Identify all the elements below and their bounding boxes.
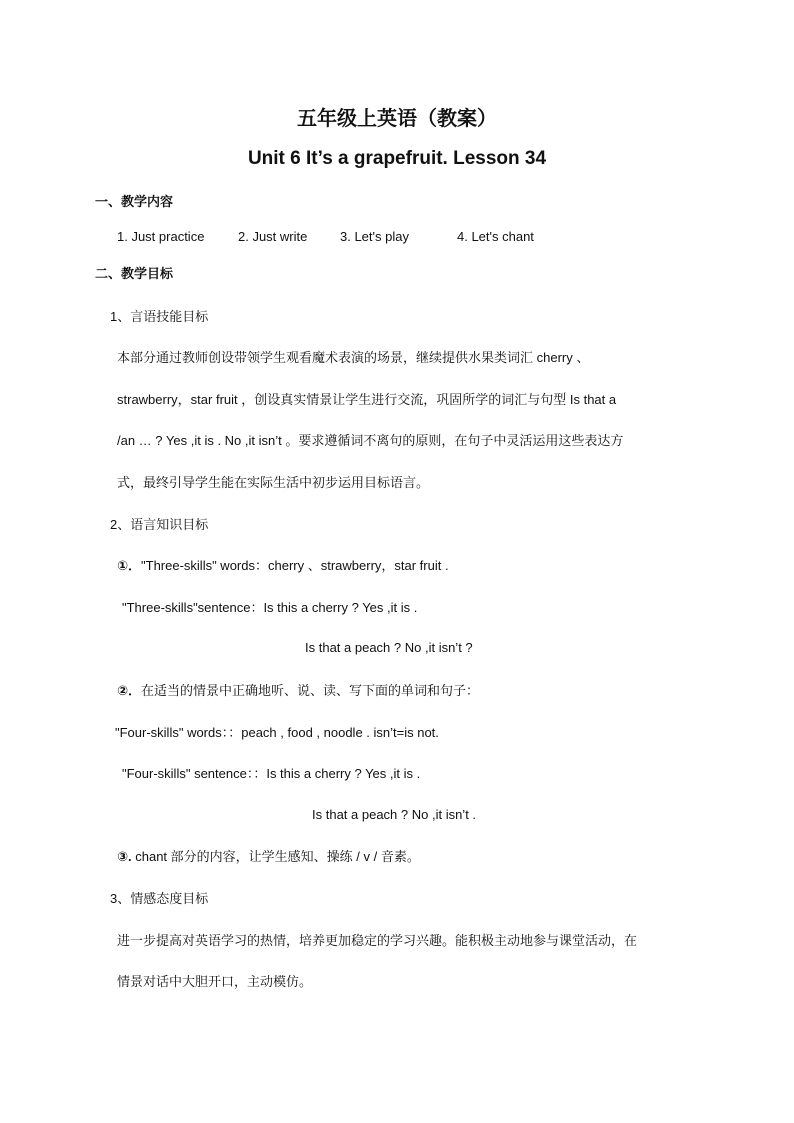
knowledge-point-3 <box>117 849 420 865</box>
content-item-2: 2. Just write <box>238 229 308 244</box>
sentence-line: Is that a peach ? No ,it isn’t ? <box>305 640 473 655</box>
document-subtitle: Unit 6 It’s a grapefruit. Lesson 34 <box>247 148 547 169</box>
subheading-knowledge: 2、语言知识目标 <box>110 517 209 532</box>
paragraph-line: /an … ? Yes ,it is . No ,it isn’t 。要求遵循词不离句的原则，在句子中灵活运用这些表达方 <box>117 433 624 448</box>
point-text: "Three-skills" words：cherry 、strawberry，star fruit . <box>141 558 449 573</box>
paragraph-line: 式，最终引导学生能在实际生活中初步运用目标语言。 <box>117 475 430 490</box>
paragraph-line: 情景对话中大胆开口，主动模仿。 <box>117 974 313 989</box>
section-heading-content: 一、教学内容 <box>95 194 174 209</box>
paragraph-line: 本部分通过教师创设带领学生观看魔术表演的场景，继续提供水果类词汇 cherry 、 <box>117 350 590 365</box>
point-marker: ②． <box>117 683 142 698</box>
point-text: 在适当的情景中正确地听、说、读、写下面的单词和句子： <box>141 683 480 698</box>
sentence-line: Is that a peach ? No ,it isn’t . <box>312 807 477 822</box>
content-item-1: 1. Just practice <box>117 229 205 244</box>
sentence-line: "Three-skills"sentence：Is this a cherry ? Yes ,it is . <box>122 600 418 615</box>
point-marker: ③. <box>117 849 132 864</box>
paragraph-line: strawberry，star fruit ，创设真实情景让学生进行交流，巩固所学的词汇与句型 Is that a <box>117 392 617 407</box>
knowledge-point-2 <box>117 683 479 699</box>
document-title: 五年级上英语（教案） <box>297 108 497 130</box>
words-line: "Four-skills" words：：peach , food , noodle . isn’t=is not. <box>115 725 439 740</box>
subheading-skills: 1、言语技能目标 <box>110 309 209 324</box>
section-heading-goals: 二、教学目标 <box>95 266 174 281</box>
content-item-4: 4. Let's chant <box>457 229 534 244</box>
paragraph-line: 进一步提高对英语学习的热情，培养更加稳定的学习兴趣。能积极主动地参与课堂活动，在 <box>117 933 638 948</box>
point-text: chant 部分的内容，让学生感知、操练 / v / 音素。 <box>131 849 420 864</box>
content-item-3: 3. Let's play <box>340 229 409 244</box>
knowledge-point-1 <box>117 558 449 574</box>
sentence-line: "Four-skills" sentence：：Is this a cherry ? Yes ,it is . <box>122 766 421 781</box>
subheading-attitude: 3、情感态度目标 <box>110 891 209 906</box>
point-marker: ①． <box>117 558 142 573</box>
